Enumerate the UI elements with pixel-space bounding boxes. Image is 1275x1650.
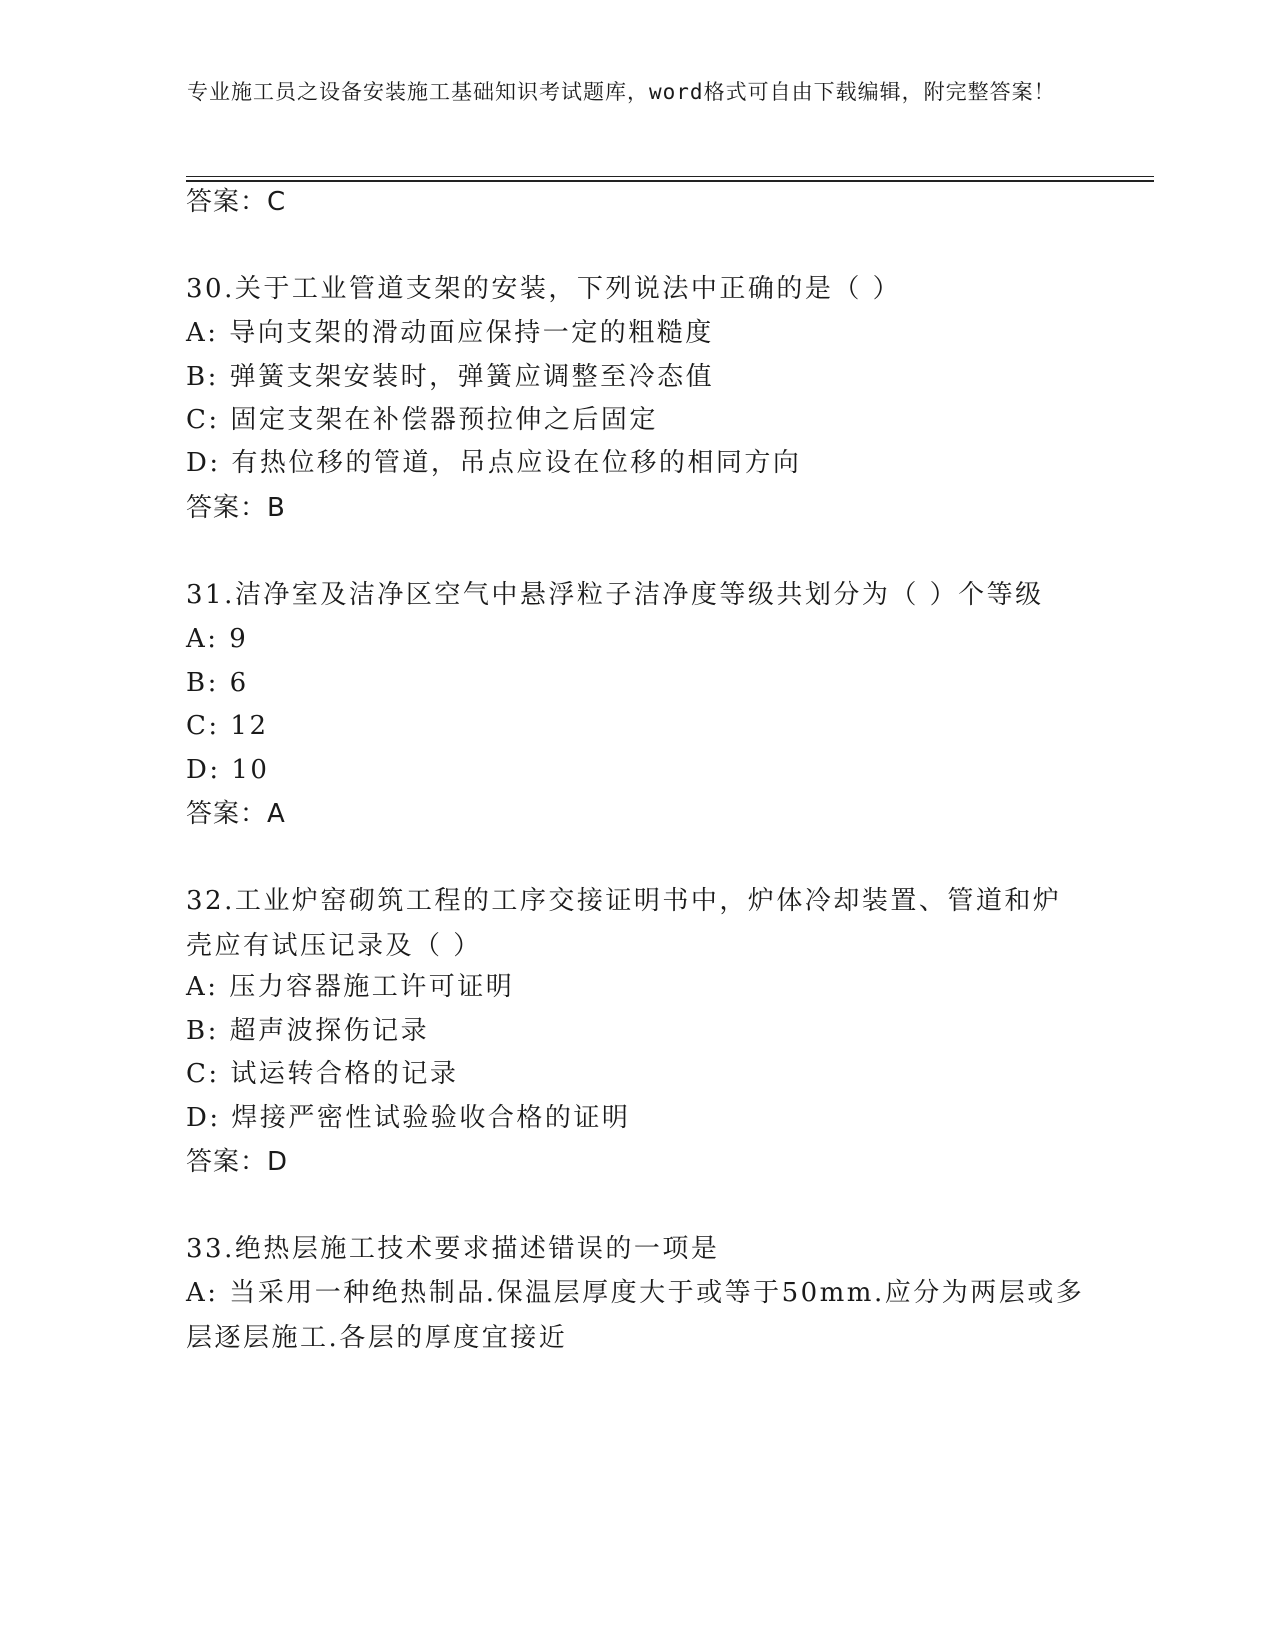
q31-stem: 31.洁净室及洁净区空气中悬浮粒子洁净度等级共划分为（ ）个等级 (186, 580, 1044, 610)
header-divider-thick (186, 180, 1154, 182)
q30-option-b: B: 弹簧支架安装时，弹簧应调整至冷态值 (186, 362, 715, 392)
q33-stem: 33.绝热层施工技术要求描述错误的一项是 (186, 1234, 720, 1264)
q30-option-a: A: 导向支架的滑动面应保持一定的粗糙度 (186, 318, 714, 348)
q30-option-d: D: 有热位移的管道，吊点应设在位移的相同方向 (186, 448, 802, 478)
q32-stem: 32.工业炉窑砌筑工程的工序交接证明书中，炉体冷却装置、管道和炉壳应有试压记录及（ ） (186, 886, 1062, 961)
q32-option-a: A: 压力容器施工许可证明 (186, 972, 515, 1002)
q32-option-c: C: 试运转合格的记录 (186, 1059, 459, 1089)
q31-option-a: A: 9 (186, 624, 249, 654)
q31-option-c: C: 12 (186, 711, 269, 741)
header-divider-thin (186, 176, 1154, 177)
answer-q31: 答案：A (186, 799, 286, 829)
q32-option-d: D: 焊接严密性试验验收合格的证明 (186, 1103, 631, 1133)
q33-option-a: A: 当采用一种绝热制品.保温层厚度大于或等于50mm.应分为两层或多层逐层施工.各层的厚度宜接近 (186, 1278, 1085, 1353)
document-header: 专业施工员之设备安装施工基础知识考试题库，word格式可自由下载编辑，附完整答案！ (187, 80, 1056, 104)
q31-option-d: D: 10 (186, 755, 270, 785)
q30-stem: 30.关于工业管道支架的安装，下列说法中正确的是（ ） (186, 274, 902, 304)
q30-option-c: C: 固定支架在补偿器预拉伸之后固定 (186, 405, 658, 435)
answer-q32: 答案：D (186, 1147, 289, 1177)
answer-q30: 答案：B (186, 493, 286, 523)
answer-q29: 答案：C (186, 187, 287, 217)
q31-option-b: B: 6 (186, 668, 249, 698)
q32-option-b: B: 超声波探伤记录 (186, 1016, 430, 1046)
